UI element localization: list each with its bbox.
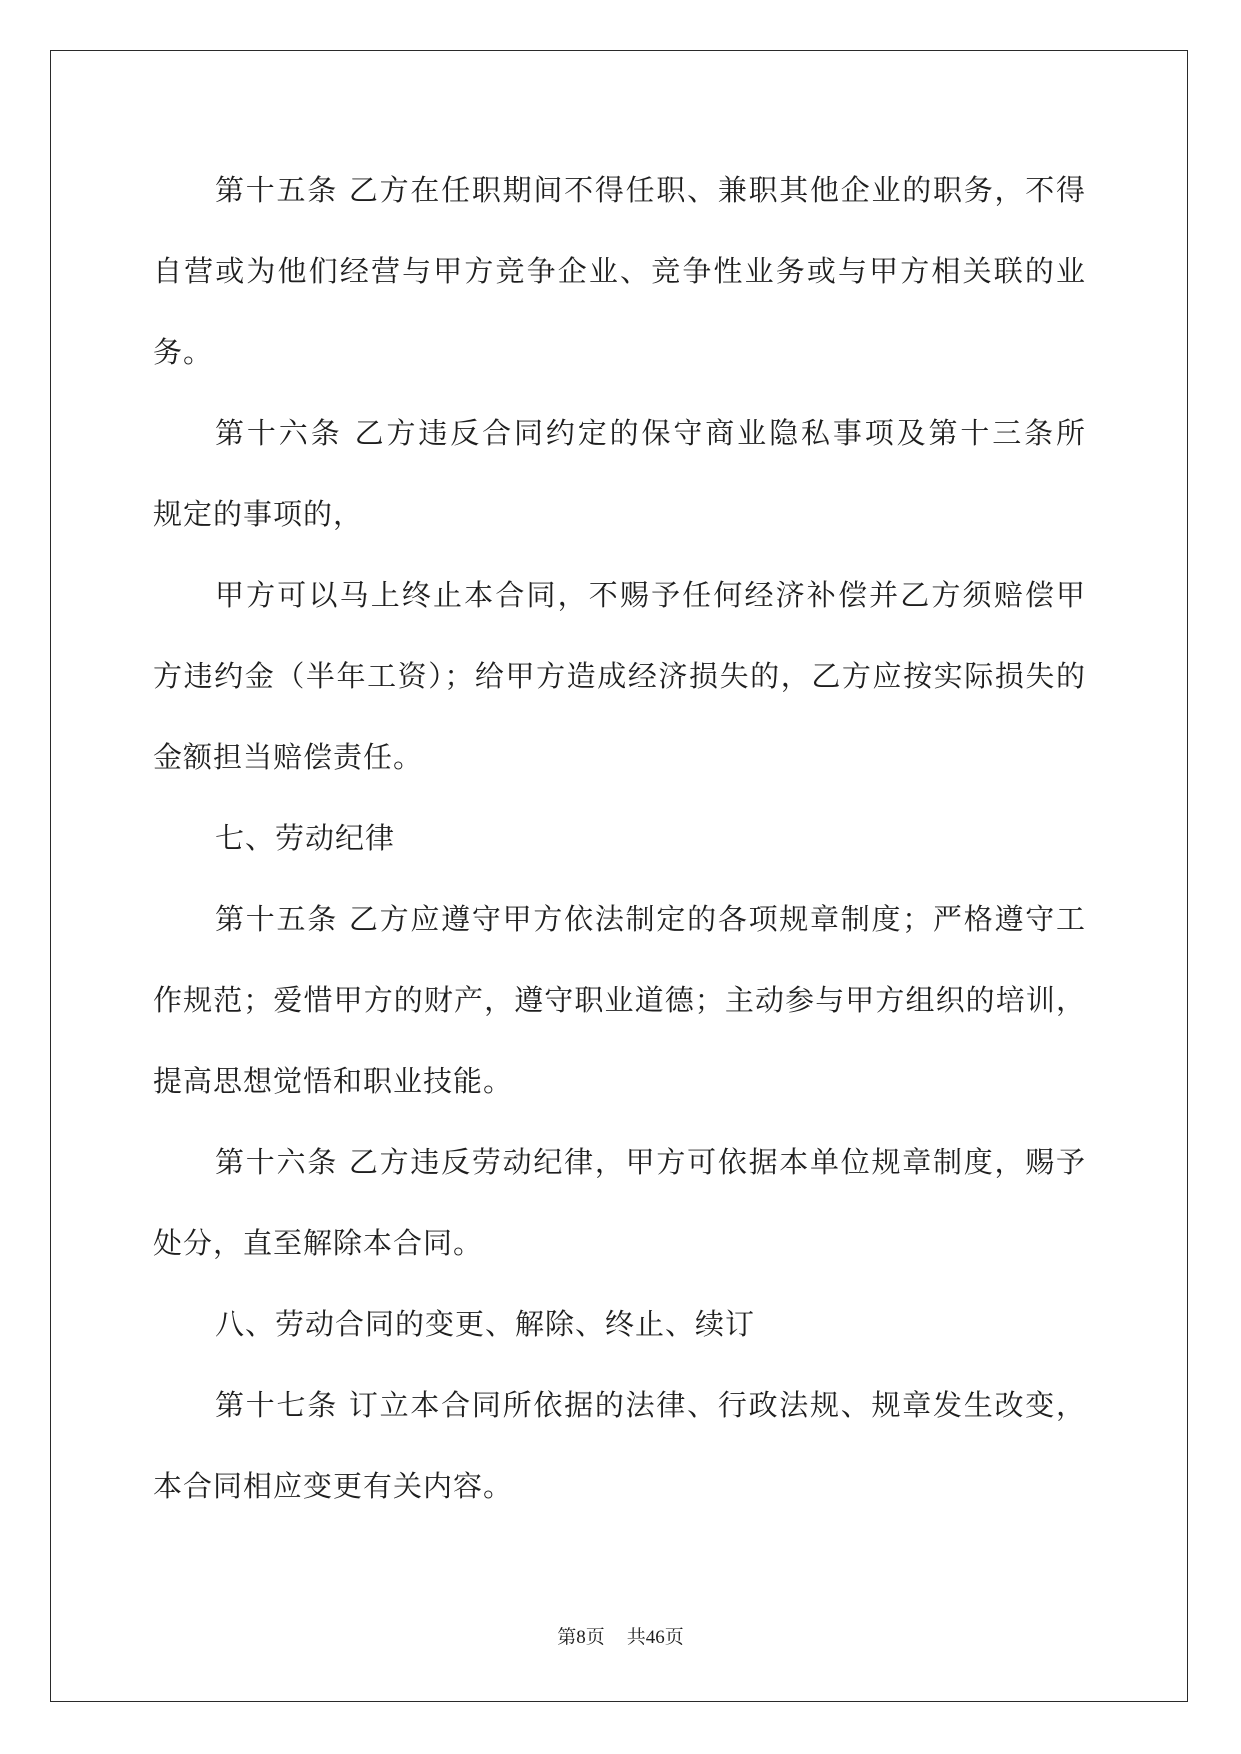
paragraph (153, 1122, 1085, 1284)
paragraph (153, 393, 1085, 555)
paragraph (153, 879, 1085, 1122)
text-line: 第十七条 订立本合同所依据的法律、行政法规、规章发生改变， (215, 1388, 1085, 1422)
text-line: 第十六条 乙方违反劳动纪律，甲方可依据本单位规章制度，赐予 (215, 1145, 1085, 1179)
text-line: 规定的事项的， (153, 497, 364, 531)
section-heading (153, 798, 1085, 879)
page-total: 共46页 (626, 1627, 684, 1648)
text-line: 第十五条 乙方应遵守甲方依法制定的各项规章制度；严格遵守工 (215, 902, 1085, 936)
text-line: 第十五条 乙方在任职期间不得任职、兼职其他企业的职务，不得 (215, 173, 1085, 207)
text-line: 务。 (153, 335, 214, 369)
document-body (153, 150, 1085, 1527)
text-line: 自营或为他们经营与甲方竞争企业、竞争性业务或与甲方相关联的业 (153, 254, 1085, 288)
text-line: 方违约金（半年工资）；给甲方造成经济损失的，乙方应按实际损失的 (153, 659, 1085, 693)
text-line: 提高思想觉悟和职业技能。 (153, 1064, 514, 1098)
text-line: 处分，直至解除本合同。 (153, 1226, 484, 1260)
page-number: 第8页 (557, 1627, 605, 1648)
text-line: 八、劳动合同的变更、解除、终止、续订 (215, 1307, 756, 1341)
text-line: 金额担当赔偿责任。 (153, 740, 424, 774)
paragraph (153, 150, 1085, 393)
text-line: 作规范；爱惜甲方的财产，遵守职业道德；主动参与甲方组织的培训， (153, 983, 1085, 1017)
section-heading (153, 1284, 1085, 1365)
text-line: 本合同相应变更有关内容。 (153, 1469, 514, 1503)
paragraph (153, 1365, 1085, 1527)
text-line: 第十六条 乙方违反合同约定的保守商业隐私事项及第十三条所 (215, 416, 1085, 450)
text-line: 七、劳动纪律 (215, 821, 396, 855)
page-footer (0, 1626, 1241, 1650)
text-line: 甲方可以马上终止本合同，不赐予任何经济补偿并乙方须赔偿甲 (215, 578, 1085, 612)
paragraph (153, 555, 1085, 798)
